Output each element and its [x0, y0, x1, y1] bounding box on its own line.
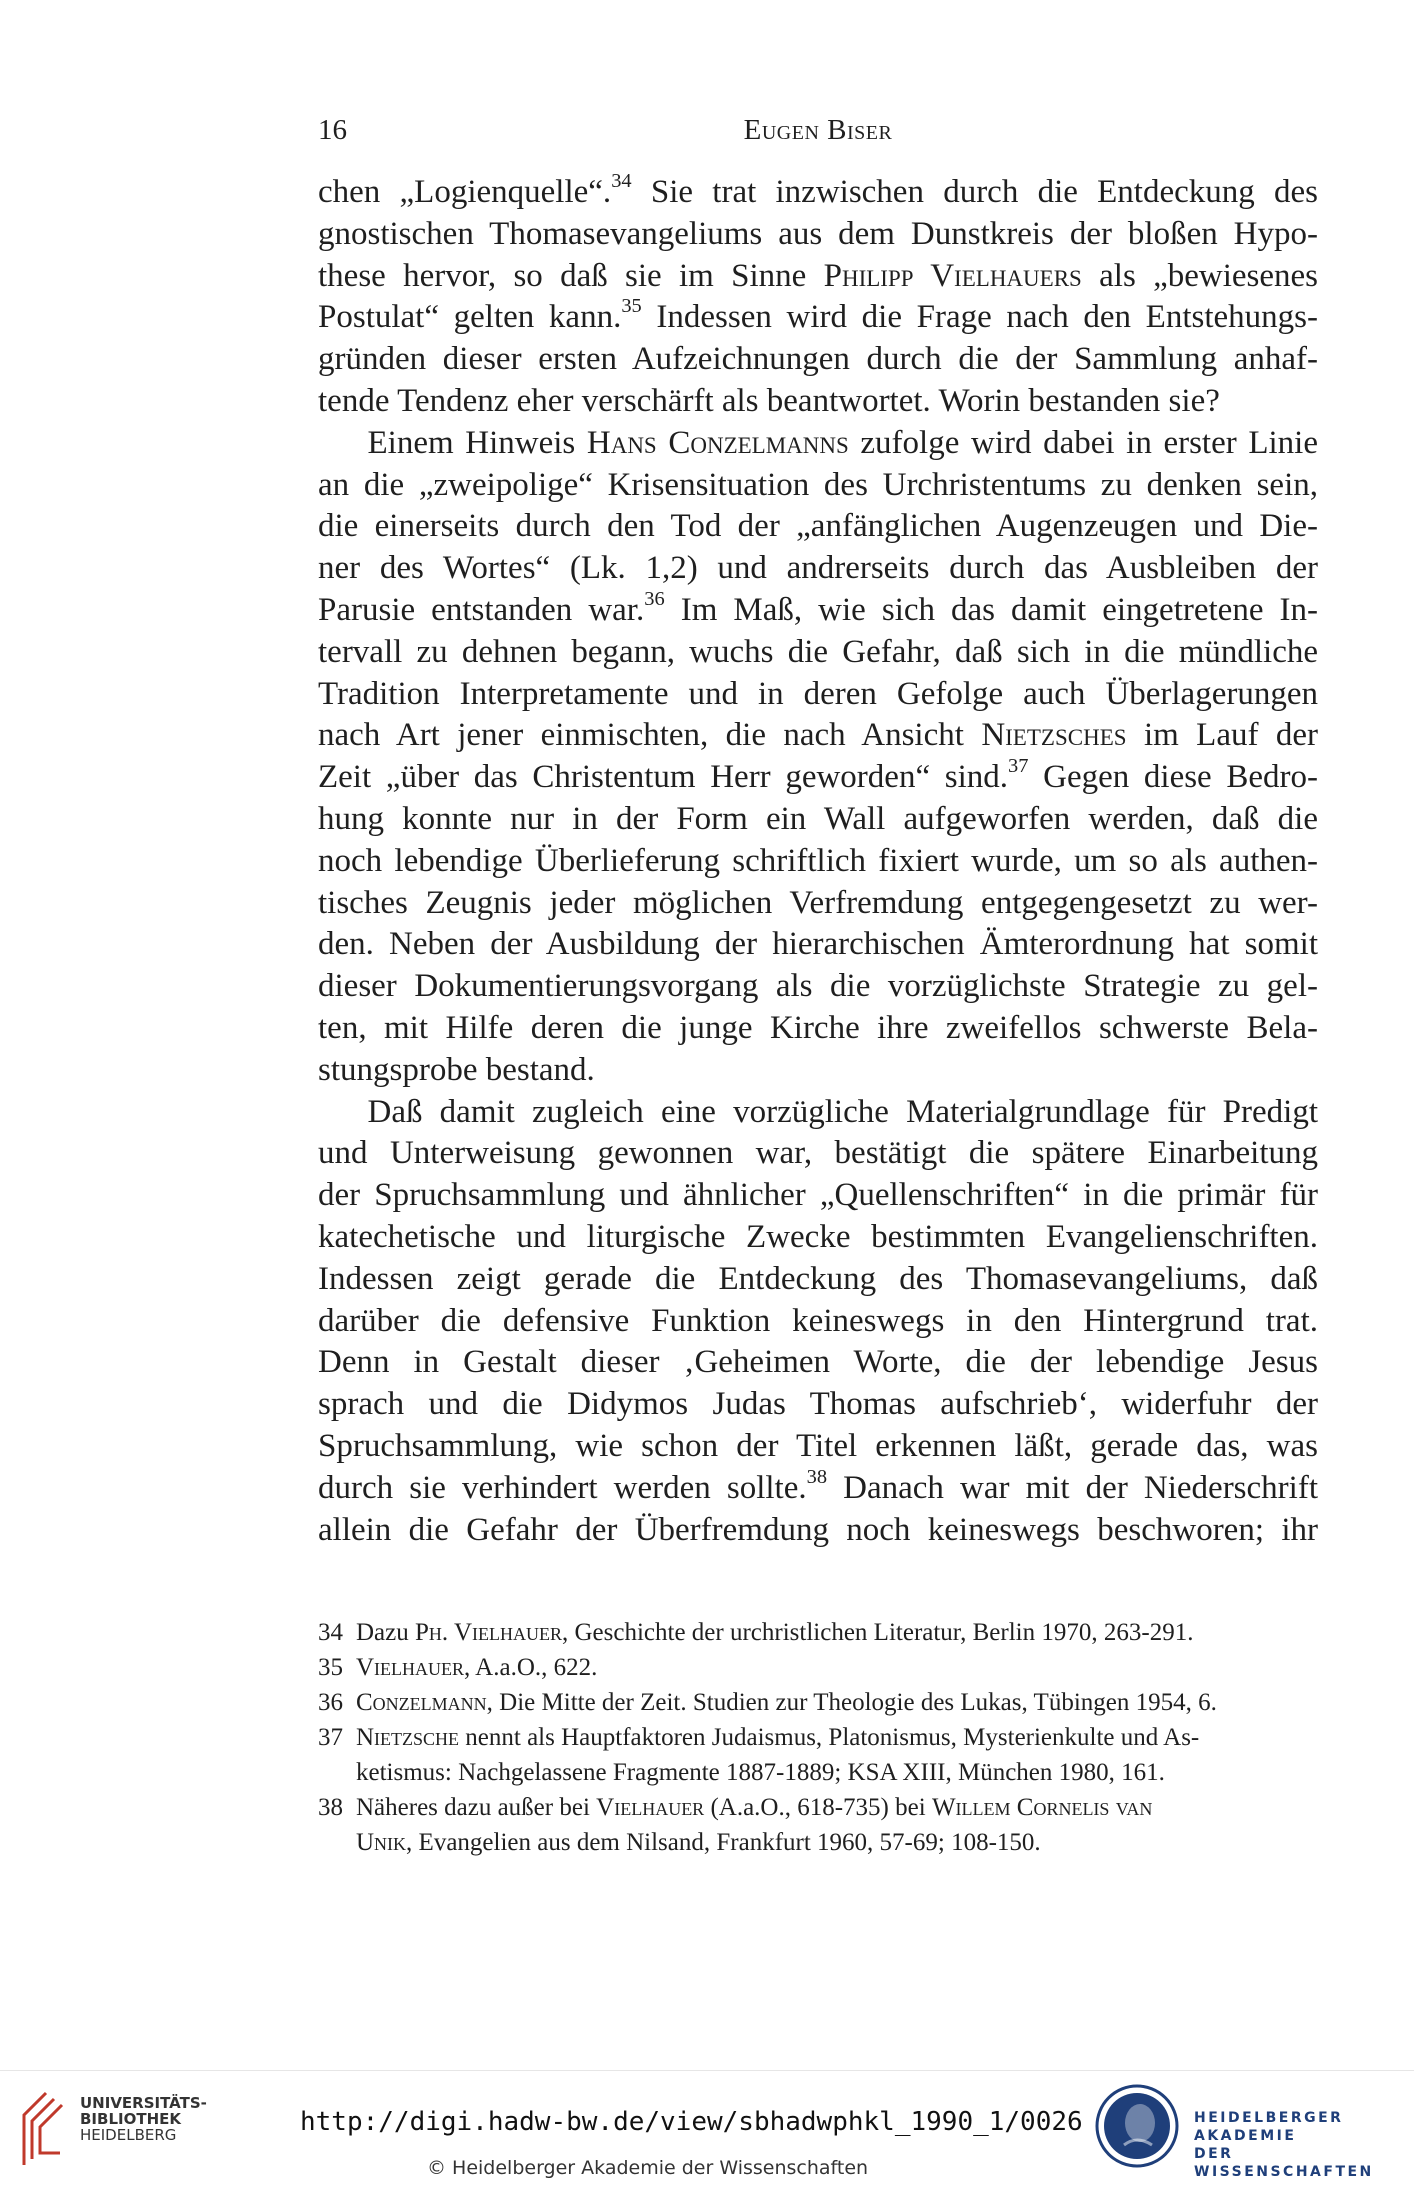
- text-run: , A.a.O., 622.: [464, 1654, 598, 1681]
- text-line: [318, 214, 1318, 256]
- text-run: Tradition Interpretamente und in deren Gefolge auch Überlagerungen: [318, 675, 1318, 712]
- footnote-number: 36: [318, 1689, 343, 1716]
- text-run: an die „zweipolige“ Krisensituation des Urchristentums zu denken sein,: [318, 466, 1318, 503]
- text-run: sprach und die Didymos Judas Thomas aufschrieb‘, widerfuhr der: [318, 1386, 1318, 1423]
- text-run: Zeit „über das Christentum Herr geworden“ sind.: [318, 759, 1009, 796]
- text-run: den. Neben der Ausbildung der hierarchischen Ämterordnung hat somit: [318, 926, 1318, 963]
- text-run: Daß damit zugleich eine vorzügliche Materialgrundlage für Predigt: [318, 1093, 1318, 1130]
- text-line: [318, 587, 1318, 632]
- text-run: tende Tendenz eher verschärft als beantwortet. Worin bestanden sie?: [318, 382, 1220, 419]
- footnote-reference: 38: [806, 1465, 828, 1488]
- text-line: [318, 1301, 1318, 1343]
- hadw-line-2: DER WISSENSCHAFTEN: [1194, 2146, 1374, 2180]
- author-name: Hans Conzelmanns: [586, 424, 849, 461]
- text-run: als „bewiesenes: [1081, 257, 1319, 294]
- text-run: Im Maß, wie sich das damit eingetretene In-: [664, 591, 1318, 628]
- text-run: darüber die defensive Funktion keineswegs in den Hintergrund trat.: [318, 1302, 1318, 1339]
- ub-heidelberg-name: [80, 2095, 207, 2143]
- ub-line-2: BIBLIOTHEK: [80, 2110, 181, 2128]
- author-name: Vielhauer: [596, 1794, 705, 1821]
- footnote-number: 34: [318, 1619, 343, 1646]
- text-line: [318, 757, 1318, 799]
- text-run: hung konnte nur in der Form ein Wall aufgeworfen werden, daß die: [318, 800, 1318, 837]
- text-line: [318, 381, 1318, 423]
- text-run: die einerseits durch den Tod der „anfänglichen Augenzeugen und Die-: [318, 508, 1318, 545]
- footnotes: [318, 1615, 1318, 1860]
- text-run: Einem Hinweis: [318, 424, 587, 461]
- text-line: [318, 632, 1318, 674]
- text-run: , Geschichte der urchristlichen Literatur, Berlin 1970, 263-291.: [562, 1619, 1194, 1646]
- text-run: noch lebendige Überlieferung schriftlich fixiert wurde, um so als authen-: [318, 842, 1318, 879]
- text-line: [318, 799, 1318, 841]
- text-line: [318, 841, 1318, 883]
- author-name: Conzelmann: [356, 1689, 487, 1716]
- text-line: [318, 1133, 1318, 1175]
- text-run: Indessen zeigt gerade die Entdeckung des Thomasevangeliums, daß: [318, 1260, 1318, 1297]
- hadw-name: [1194, 2109, 1414, 2181]
- text-line: [318, 465, 1318, 507]
- author-name: Ph. Vielhauer: [415, 1619, 562, 1646]
- text-line: [318, 548, 1318, 590]
- text-run: ketismus: Nachgelassene Fragmente 1887-1889; KSA XIII, München 1980, 161.: [356, 1759, 1165, 1786]
- running-title: Eugen Biser: [743, 114, 893, 146]
- footnote-line: [318, 1720, 1318, 1755]
- author-name: Nietzsche: [356, 1724, 460, 1751]
- text-line: [318, 1465, 1318, 1510]
- text-line: [318, 1510, 1318, 1552]
- text-run: chen „Logienquelle“.: [318, 174, 612, 210]
- text-line: [318, 1259, 1318, 1301]
- text-run: Sie trat inzwischen durch die Entdeckung des: [631, 174, 1318, 210]
- text-line: [318, 1384, 1318, 1426]
- text-run: nach Art jener einmischten, die nach Ansicht: [318, 717, 982, 754]
- text-run: stungsprobe bestand.: [318, 1051, 595, 1088]
- text-run: these hervor, so daß sie im Sinne: [318, 257, 824, 294]
- footnote-number: 38: [318, 1794, 343, 1821]
- text-line: [318, 297, 1318, 339]
- footnote-reference: 34: [611, 169, 632, 192]
- footnote-number: 35: [318, 1654, 343, 1681]
- text-run: Indessen wird die Frage nach den Entstehungs-: [641, 299, 1318, 336]
- footnote-line: [318, 1685, 1318, 1720]
- text-line: [318, 674, 1318, 716]
- text-run: der Spruchsammlung und ähnlicher „Quellenschriften“ in die primär für: [318, 1177, 1318, 1214]
- footnote-reference: 37: [1008, 755, 1029, 778]
- page-number: 16: [318, 114, 347, 146]
- footnote-line: [318, 1825, 1318, 1860]
- text-run: gründen dieser ersten Aufzeichnungen durch die der Sammlung anhaf-: [318, 341, 1318, 378]
- text-run: , Die Mitte der Zeit. Studien zur Theologie des Lukas, Tübingen 1954, 6.: [486, 1689, 1217, 1716]
- author-name: Philipp Vielhauers: [823, 257, 1082, 294]
- body-text: [318, 169, 1319, 1551]
- hadw-line-1: HEIDELBERGER AKADEMIE: [1194, 2110, 1344, 2144]
- ub-line-1: UNIVERSITÄTS-: [80, 2094, 207, 2112]
- viewer-footer: [0, 2070, 1414, 2187]
- text-run: nennt als Hauptfaktoren Judaismus, Platonismus, Mysterienkulte und As-: [459, 1724, 1200, 1751]
- text-line: [318, 1342, 1318, 1384]
- footnote-line: [318, 1790, 1318, 1825]
- footnote-line: [318, 1755, 1318, 1790]
- text-line: [318, 1092, 1318, 1134]
- text-run: gnostischen Thomasevangeliums aus dem Dunstkreis der bloßen Hypo-: [318, 215, 1318, 252]
- text-run: zufolge wird dabei in erster Linie: [848, 424, 1319, 461]
- text-line: [318, 1008, 1318, 1050]
- text-line: [318, 169, 1318, 214]
- hadw-seal-icon: [1094, 2083, 1180, 2169]
- text-line: [318, 924, 1318, 966]
- text-line: [318, 966, 1318, 1008]
- text-line: [318, 1426, 1318, 1468]
- text-run: Danach war mit der Niederschrift: [827, 1469, 1318, 1506]
- text-run: Spruchsammlung, wie schon der Titel erkennen läßt, gerade das, was: [318, 1427, 1318, 1464]
- text-line: [318, 1050, 1318, 1092]
- text-run: Näheres dazu außer bei: [356, 1794, 597, 1821]
- author-name: Willem Cornelis van: [931, 1794, 1153, 1821]
- text-line: [318, 339, 1318, 381]
- text-run: Denn in Gestalt dieser ‚Geheimen Worte, die der lebendige Jesus: [318, 1344, 1318, 1381]
- footnote-number: 37: [318, 1724, 343, 1751]
- text-run: ten, mit Hilfe deren die junge Kirche ihre zweifellos schwerste Bela-: [318, 1009, 1318, 1046]
- text-run: tervall zu dehnen begann, wuchs die Gefahr, daß sich in die mündliche: [318, 633, 1318, 670]
- text-line: [318, 506, 1318, 548]
- footnote-line: [318, 1615, 1318, 1650]
- author-name: Nietzsches: [981, 717, 1127, 754]
- text-run: tisches Zeugnis jeder möglichen Verfremdung entgegengesetzt zu wer-: [318, 884, 1318, 921]
- permalink-url[interactable]: http://digi.hadw-bw.de/view/sbhadwphkl_1990_1/0026: [300, 2107, 1083, 2137]
- text-run: und Unterweisung gewonnen war, bestätigt die spätere Einarbeitung: [318, 1135, 1318, 1172]
- author-name: Vielhauer: [356, 1654, 465, 1681]
- text-line: [318, 1217, 1318, 1259]
- text-run: allein die Gefahr der Überfremdung noch keineswegs beschworen; ihr: [318, 1511, 1318, 1548]
- ub-heidelberg-logo-icon: [16, 2089, 68, 2169]
- text-run: Gegen diese Bedro-: [1028, 759, 1318, 796]
- ub-line-3: HEIDELBERG: [80, 2126, 177, 2144]
- text-line: [318, 423, 1318, 465]
- text-run: (A.a.O., 618-735) bei: [704, 1794, 932, 1821]
- text-run: Dazu: [356, 1619, 415, 1646]
- copyright-notice: © Heidelberger Akademie der Wissenschaften: [427, 2157, 869, 2179]
- text-run: durch sie verhindert werden sollte.: [318, 1469, 807, 1506]
- text-line: [318, 883, 1318, 925]
- footnote-line: [318, 1650, 1318, 1685]
- footnote-reference: 35: [621, 295, 642, 318]
- text-line: [318, 715, 1318, 757]
- running-head: [318, 114, 1318, 154]
- text-run: Parusie entstanden war.: [318, 591, 645, 628]
- author-name: Unik: [356, 1829, 407, 1856]
- text-run: , Evangelien aus dem Nilsand, Frankfurt 1960, 57-69; 108-150.: [406, 1829, 1041, 1856]
- text-run: Postulat“ gelten kann.: [318, 299, 622, 336]
- text-run: dieser Dokumentierungsvorgang als die vorzüglichste Strategie zu gel-: [318, 968, 1318, 1005]
- footnote-reference: 36: [644, 587, 665, 610]
- text-line: [318, 256, 1318, 298]
- text-run: im Lauf der: [1126, 717, 1318, 754]
- text-run: ner des Wortes“ (Lk. 1,2) und andrerseits durch das Ausbleiben der: [318, 550, 1318, 587]
- text-run: katechetische und liturgische Zwecke bestimmten Evangelienschriften.: [318, 1218, 1318, 1255]
- text-line: [318, 1175, 1318, 1217]
